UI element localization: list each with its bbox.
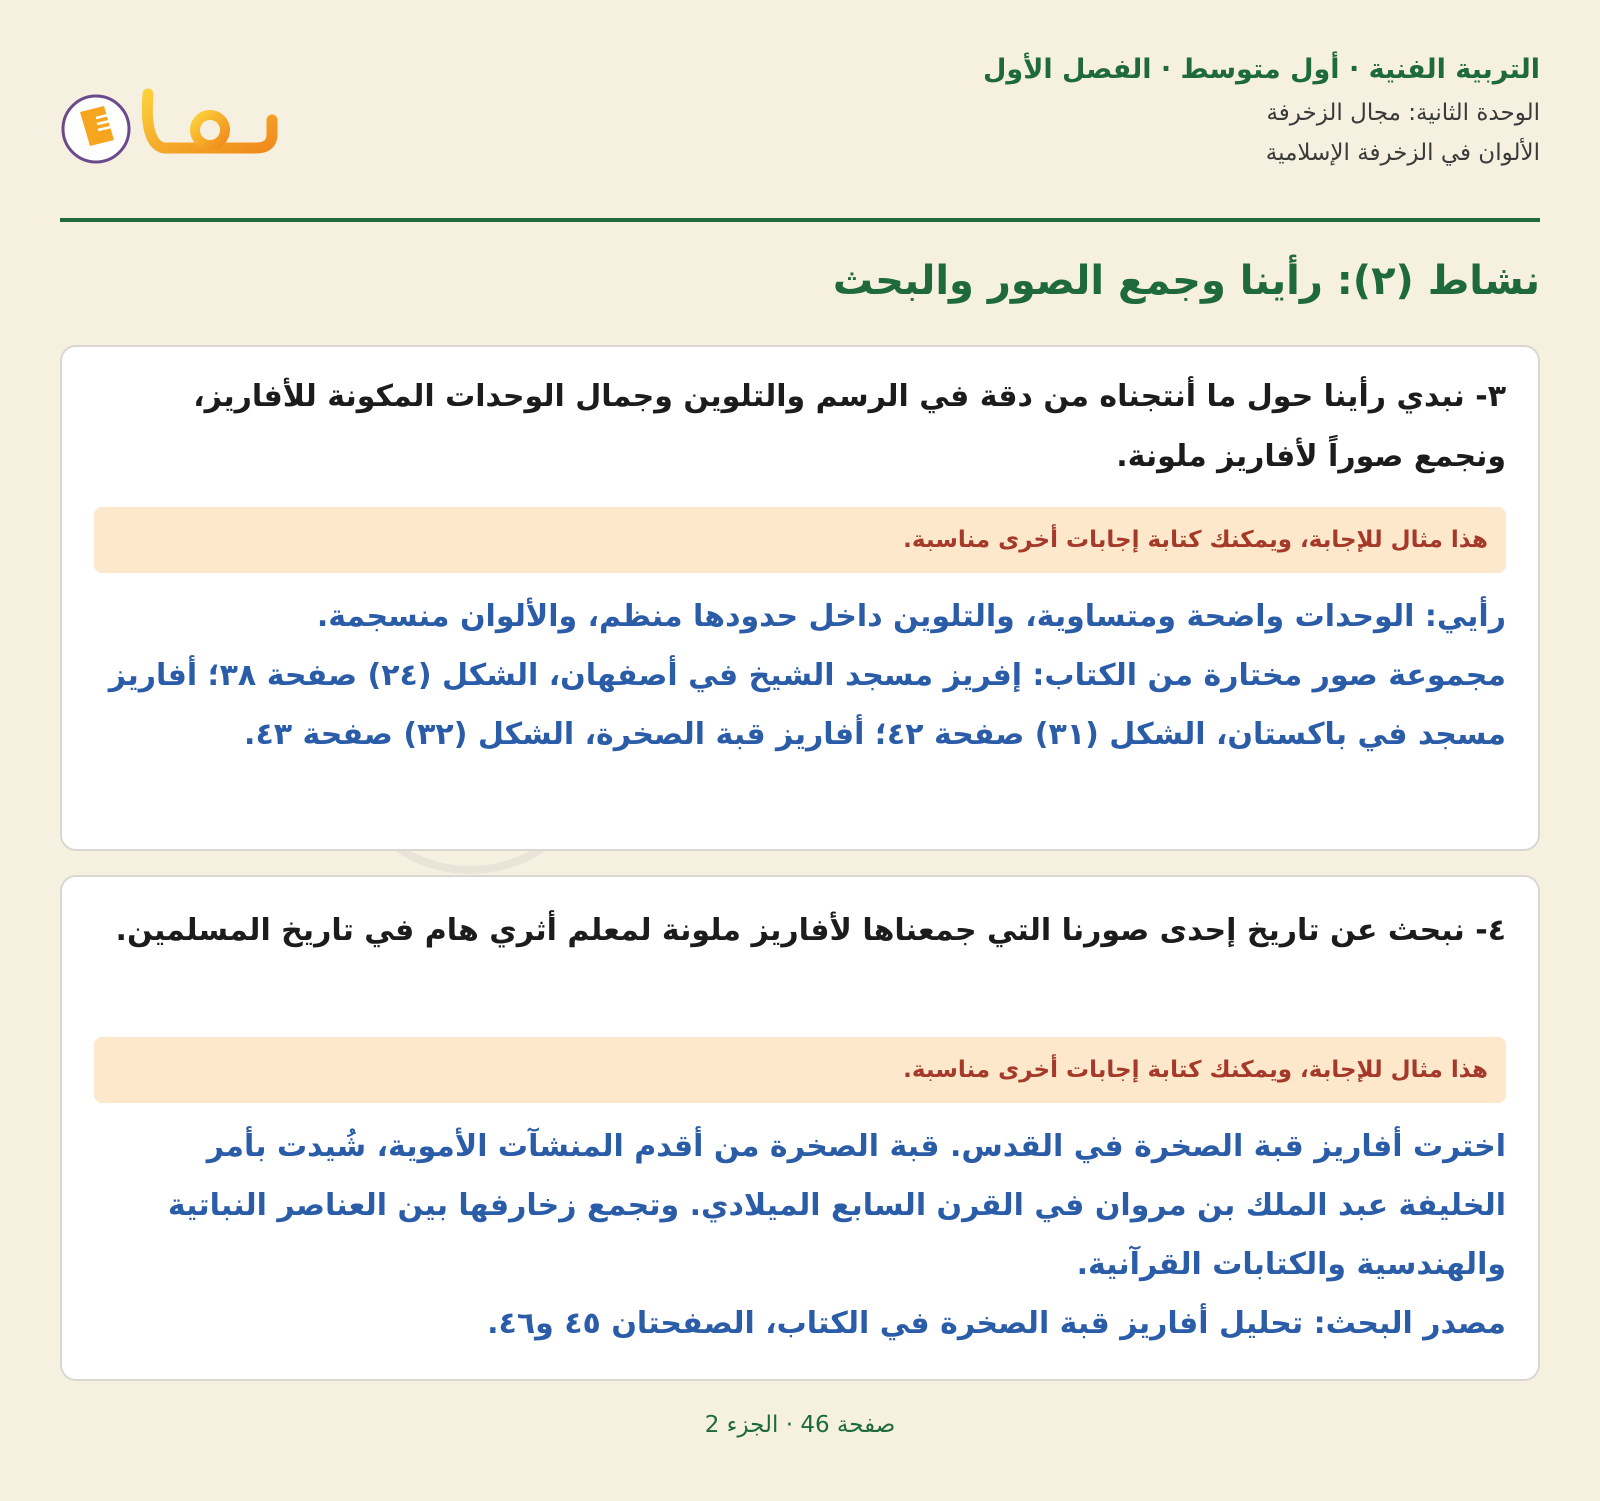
question-card-3: [60, 345, 1540, 851]
answer-line: رأيي: الوحدات واضحة ومتساوية، والتلوين داخل حدودها منظم، والألوان منسجمة.: [316, 599, 1506, 634]
book-icon: [60, 82, 280, 172]
unit-title: الوحدة الثانية: مجال الزخرفة: [1266, 100, 1540, 127]
answer-text: [94, 587, 1506, 764]
brand-logo: [60, 82, 280, 172]
title-block: [983, 52, 1540, 169]
answer-line: اخترت أفاريز قبة الصخرة في القدس. قبة الصخرة من أقدم المنشآت الأموية، شُيدت بأمر الخليفة عبد الملك بن مروان في القرن السابع الميلادي. وتجمع زخارفها بين العناصر النباتية والهندسية والكتابات القرآنية.: [167, 1129, 1506, 1282]
header-divider: [60, 218, 1540, 222]
answer-line: مصدر البحث: تحليل أفاريز قبة الصخرة في الكتاب، الصفحتان ٤٥ و٤٦.: [487, 1306, 1506, 1341]
answer-note: هذا مثال للإجابة، ويمكنك كتابة إجابات أخرى مناسبة.: [94, 507, 1506, 573]
activity-title: نشاط (٢): رأينا وجمع الصور والبحث: [832, 258, 1540, 304]
question-card-4: [60, 875, 1540, 1381]
header: [60, 52, 1540, 202]
course-title: التربية الفنية · أول متوسط · الفصل الأول: [983, 54, 1540, 85]
question-text: ٣- نبدي رأينا حول ما أنتجناه من دقة في الرسم والتلوين وجمال الوحدات المكونة للأفاريز، ونجمع صوراً لأفاريز ملونة.: [193, 379, 1506, 474]
answer-line: مجموعة صور مختارة من الكتاب: إفريز مسجد الشيخ في أصفهان، الشكل (٢٤) صفحة ٣٨؛ أفاريز مسجد في باكستان، الشكل (٣١) صفحة ٤٢؛ أفاريز قبة الصخرة، الشكل (٣٢) صفحة ٤٣.: [108, 658, 1506, 752]
answer-text: [94, 1117, 1506, 1353]
question-text: ٤- نبحث عن تاريخ إحدى صورنا التي جمعناها لأفاريز ملونة لمعلم أثري هام في تاريخ المسلمين.: [115, 913, 1506, 948]
answer-note: هذا مثال للإجابة، ويمكنك كتابة إجابات أخرى مناسبة.: [94, 1037, 1506, 1103]
page-footer: صفحة 46 · الجزء 2: [704, 1412, 896, 1438]
lesson-title: الألوان في الزخرفة الإسلامية: [1265, 139, 1540, 166]
